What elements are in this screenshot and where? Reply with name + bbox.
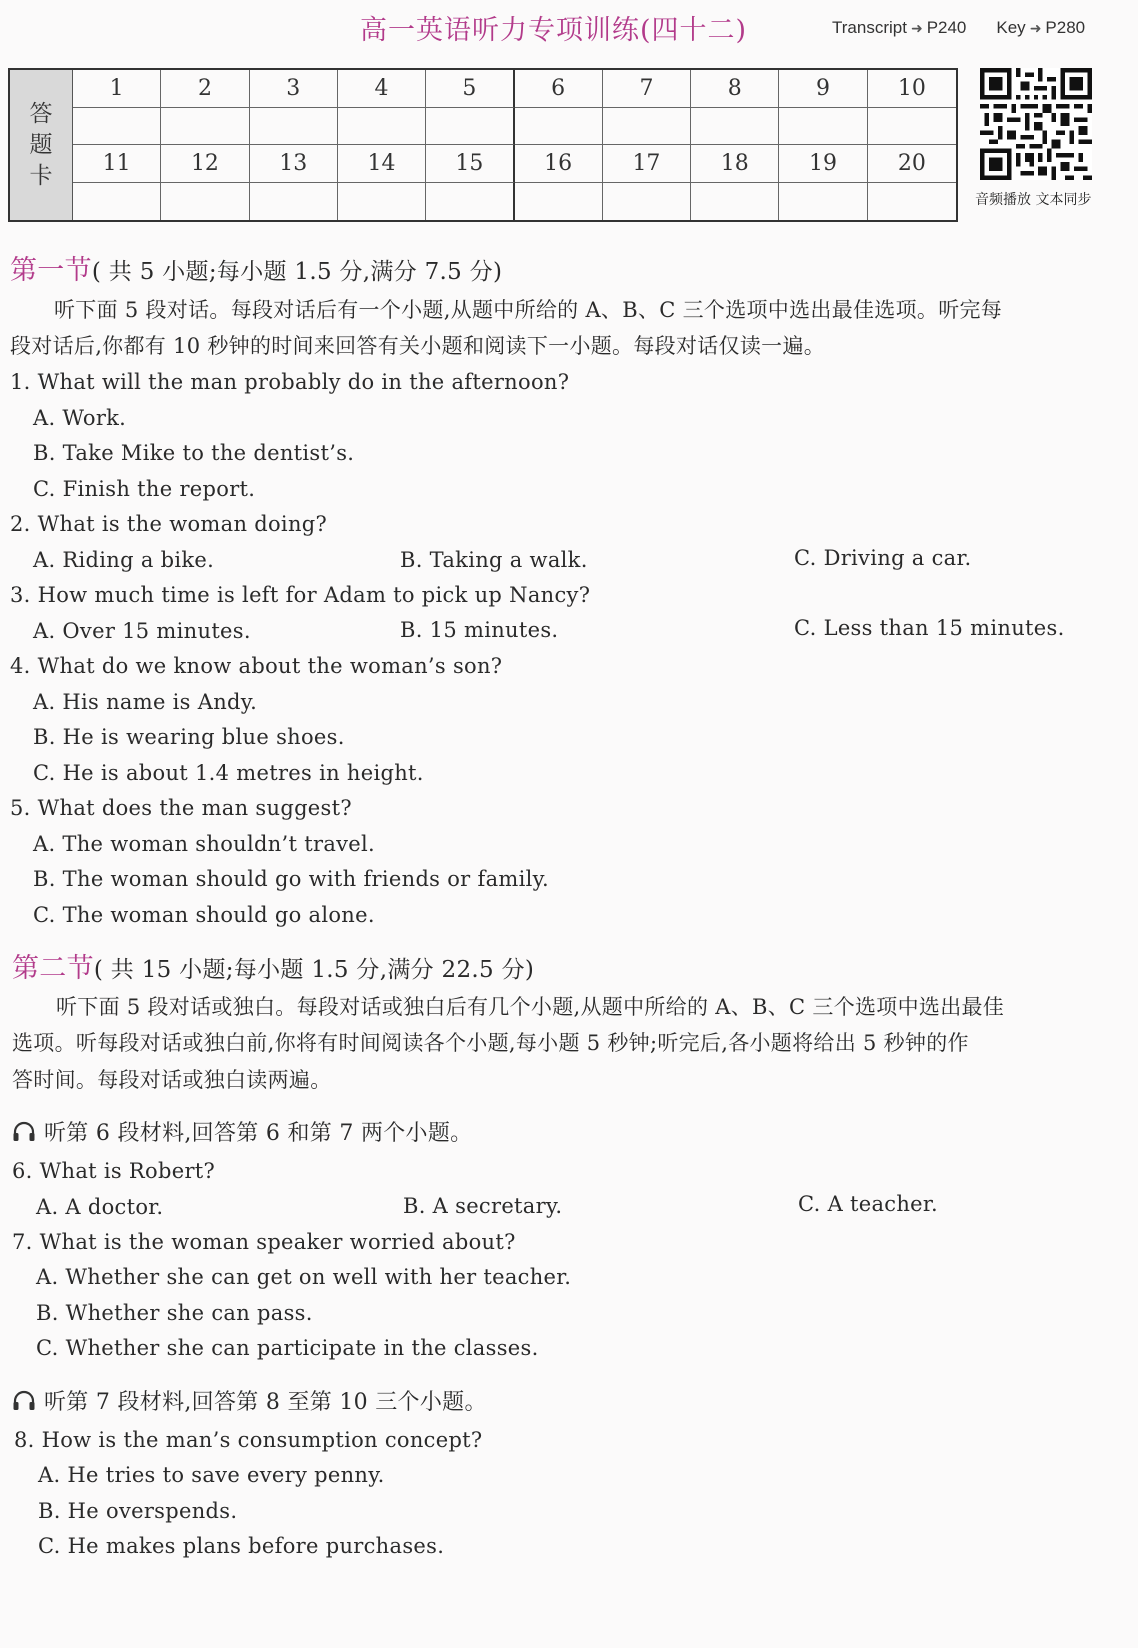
material-6-heading: 听第 6 段材料,回答第 6 和第 7 两个小题。 xyxy=(12,1121,472,1147)
section1-scoring: ( 共 5 小题;每小题 1.5 分,满分 7.5 分) xyxy=(91,259,503,285)
answer-option[interactable]: C. Less than 15 minutes. xyxy=(794,616,1065,640)
answer-option[interactable]: A. Whether she can get on well with her teacher. xyxy=(36,1265,572,1289)
answer-option[interactable]: B. Take Mike to the dentist’s. xyxy=(33,441,355,465)
question-stem: 1. What will the man probably do in the afternoon? xyxy=(10,370,570,394)
answer-box[interactable] xyxy=(515,183,603,220)
answer-option[interactable]: C. A teacher. xyxy=(798,1192,938,1216)
answer-box[interactable] xyxy=(691,108,779,145)
answer-box[interactable] xyxy=(779,183,867,220)
answer-option[interactable]: B. 15 minutes. xyxy=(400,618,559,642)
answer-option[interactable]: A. Riding a bike. xyxy=(33,548,215,572)
card-number: 14 xyxy=(338,145,426,183)
reference-links xyxy=(832,18,1085,38)
section2-heading: 第二节 xyxy=(12,953,94,984)
section1-instruction: 段对话后,你都有 10 秒钟的时间来回答有关小题和阅读下一小题。每段对话仅读一遍。 xyxy=(10,334,826,358)
headphones-icon xyxy=(12,1390,36,1412)
answer-option[interactable]: C. He makes plans before purchases. xyxy=(38,1534,445,1558)
qr-code-icon[interactable] xyxy=(980,68,1092,180)
arrow-right-icon: ➜ xyxy=(910,19,923,36)
answer-option[interactable]: B. He is wearing blue shoes. xyxy=(33,725,345,749)
section1-instruction: 听下面 5 段对话。每段对话后有一个小题,从题中所给的 A、B、C 三个选项中选出最佳选项。听完每 xyxy=(54,298,1003,322)
answer-option[interactable]: C. He is about 1.4 metres in height. xyxy=(33,761,424,785)
answer-box[interactable] xyxy=(603,183,691,220)
answer-option[interactable]: A. The woman shouldn’t travel. xyxy=(33,832,376,856)
answer-box[interactable] xyxy=(250,183,338,220)
qr-caption: 音频播放 文本同步 xyxy=(975,192,1092,208)
question-stem: 6. What is Robert? xyxy=(12,1159,216,1183)
answer-option[interactable]: B. The woman should go with friends or family. xyxy=(33,867,549,891)
card-number: 11 xyxy=(73,145,161,183)
answer-box[interactable] xyxy=(868,183,956,220)
answer-box[interactable] xyxy=(73,108,161,145)
answer-option[interactable]: A. He tries to save every penny. xyxy=(38,1463,385,1487)
transcript-label[interactable]: Transcript xyxy=(832,18,907,37)
answer-box[interactable] xyxy=(515,108,603,145)
section2-header xyxy=(12,953,535,984)
card-number: 5 xyxy=(426,70,514,108)
answer-option[interactable]: B. Whether she can pass. xyxy=(36,1301,313,1325)
answer-option[interactable]: C. Driving a car. xyxy=(794,546,972,570)
page-title: 高一英语听力专项训练(四十二) xyxy=(360,15,748,46)
section2-instruction: 听下面 5 段对话或独白。每段对话或独白后有几个小题,从题中所给的 A、B、C 三个选项中选出最佳 xyxy=(56,995,1005,1019)
headphones-icon xyxy=(12,1121,36,1143)
answer-option[interactable]: B. He overspends. xyxy=(38,1499,238,1523)
transcript-page[interactable]: P240 xyxy=(926,18,967,37)
card-number: 1 xyxy=(73,70,161,108)
answer-box[interactable] xyxy=(779,108,867,145)
answer-option[interactable]: B. A secretary. xyxy=(403,1194,563,1218)
question-stem: 4. What do we know about the woman’s son? xyxy=(10,654,503,678)
section2-scoring: ( 共 15 小题;每小题 1.5 分,满分 22.5 分) xyxy=(93,957,535,983)
card-number: 8 xyxy=(691,70,779,108)
answer-box[interactable] xyxy=(250,108,338,145)
card-number: 2 xyxy=(161,70,249,108)
card-number: 18 xyxy=(691,145,779,183)
question-stem: 3. How much time is left for Adam to pick up Nancy? xyxy=(10,583,591,607)
card-number: 12 xyxy=(161,145,249,183)
answer-box[interactable] xyxy=(426,183,514,220)
card-number: 17 xyxy=(603,145,691,183)
key-label[interactable]: Key xyxy=(996,18,1026,37)
answer-box[interactable] xyxy=(338,183,426,220)
question-stem: 2. What is the woman doing? xyxy=(10,512,328,536)
answer-option[interactable]: A. His name is Andy. xyxy=(33,690,258,714)
section1-header xyxy=(10,255,503,286)
answer-option[interactable]: C. Whether she can participate in the classes. xyxy=(36,1336,539,1360)
card-number: 10 xyxy=(868,70,956,108)
answer-box[interactable] xyxy=(868,108,956,145)
section2-instruction: 选项。听每段对话或独白前,你将有时间阅读各个小题,每小题 5 秒钟;听完后,各小题将给出 5 秒钟的作 xyxy=(12,1031,969,1055)
answer-card-label: 答 题 卡 xyxy=(10,70,73,220)
card-number: 19 xyxy=(779,145,867,183)
section2-instruction: 答时间。每段对话或独白读两遍。 xyxy=(12,1068,332,1092)
card-number: 7 xyxy=(603,70,691,108)
card-number: 4 xyxy=(338,70,426,108)
answer-box[interactable] xyxy=(603,108,691,145)
card-number: 6 xyxy=(515,70,603,108)
answer-card xyxy=(8,68,958,222)
answer-box[interactable] xyxy=(73,183,161,220)
question-stem: 7. What is the woman speaker worried about? xyxy=(12,1230,516,1254)
card-number: 15 xyxy=(426,145,514,183)
section1-heading: 第一节 xyxy=(10,255,92,286)
answer-option[interactable]: B. Taking a walk. xyxy=(400,548,588,572)
question-stem: 8. How is the man’s consumption concept? xyxy=(14,1428,483,1452)
key-page[interactable]: P280 xyxy=(1045,18,1086,37)
answer-box[interactable] xyxy=(338,108,426,145)
arrow-right-icon: ➜ xyxy=(1029,19,1042,36)
question-stem: 5. What does the man suggest? xyxy=(10,796,352,820)
card-number: 9 xyxy=(779,70,867,108)
answer-box[interactable] xyxy=(161,108,249,145)
answer-option[interactable]: A. A doctor. xyxy=(36,1195,164,1219)
answer-grid xyxy=(73,70,956,220)
answer-option[interactable]: A. Work. xyxy=(33,406,127,430)
card-number: 3 xyxy=(250,70,338,108)
answer-option[interactable]: A. Over 15 minutes. xyxy=(33,619,251,643)
card-number: 13 xyxy=(250,145,338,183)
card-number: 16 xyxy=(515,145,603,183)
material-7-heading: 听第 7 段材料,回答第 8 至第 10 三个小题。 xyxy=(12,1390,487,1416)
answer-option[interactable]: C. The woman should go alone. xyxy=(33,903,375,927)
answer-box[interactable] xyxy=(426,108,514,145)
answer-option[interactable]: C. Finish the report. xyxy=(33,477,256,501)
answer-box[interactable] xyxy=(691,183,779,220)
card-number: 20 xyxy=(868,145,956,183)
answer-box[interactable] xyxy=(161,183,249,220)
